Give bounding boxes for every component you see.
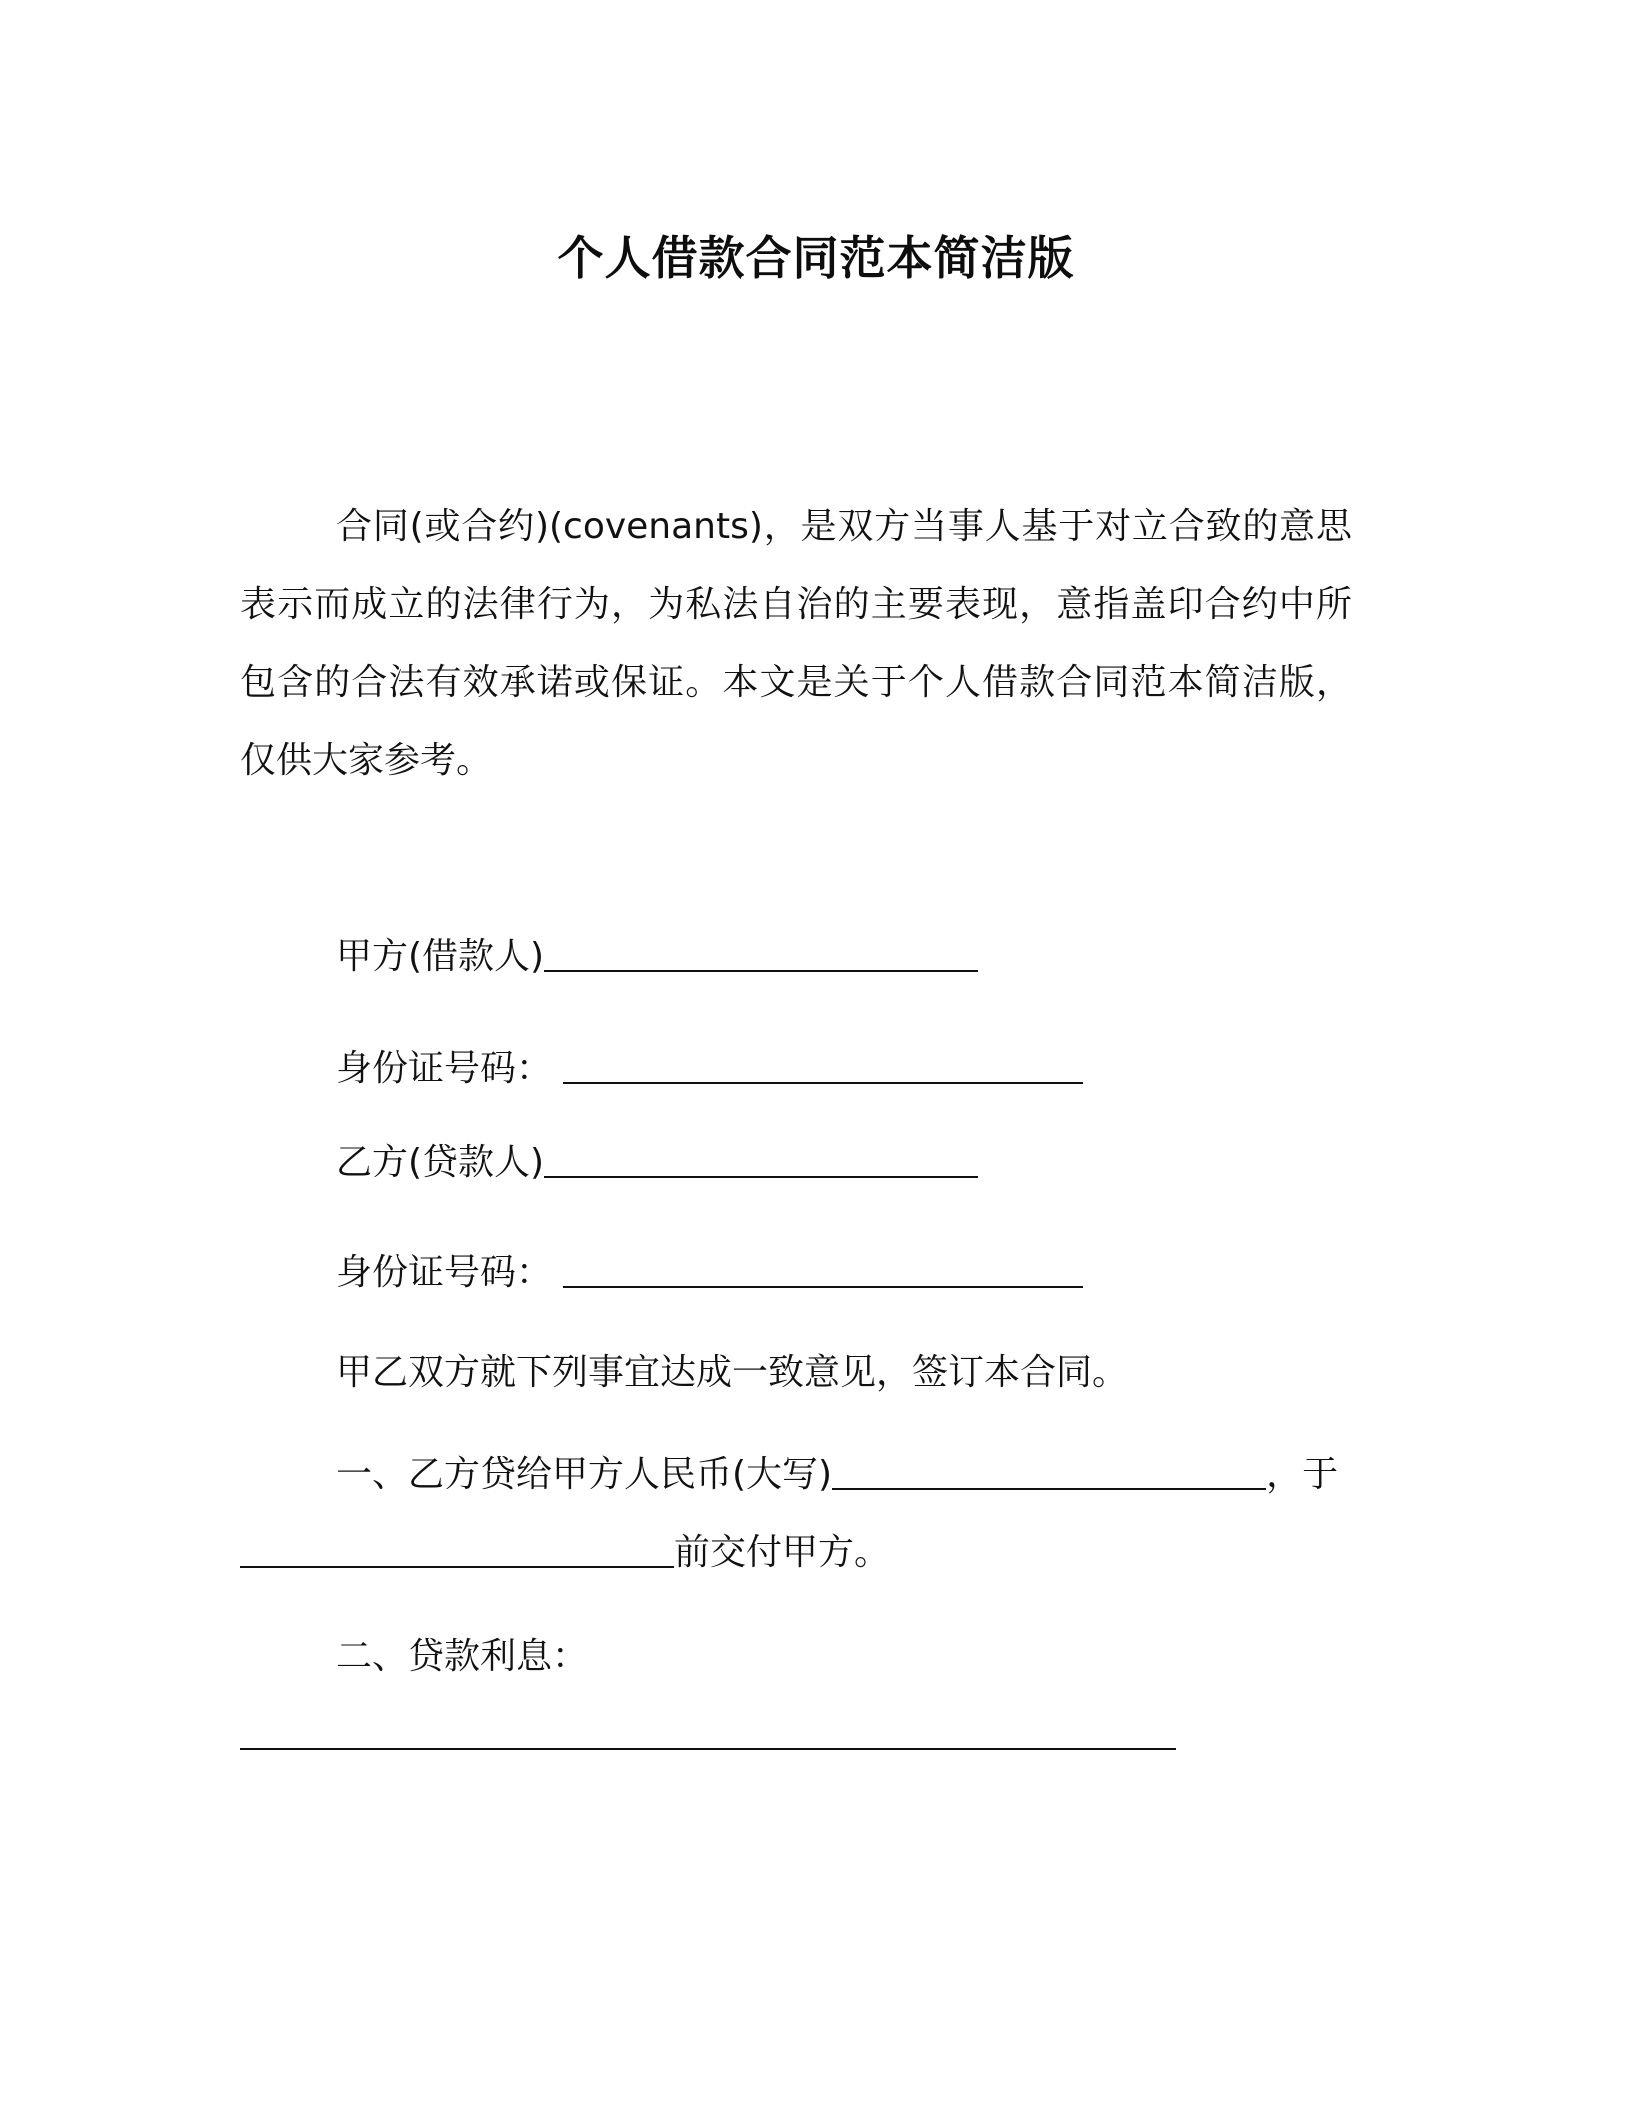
party-a-name-blank (544, 936, 978, 972)
party-a-label: 甲方(借款人) (336, 936, 545, 977)
clause-1-date-blank (240, 1532, 674, 1568)
party-b-label: 乙方(贷款人) (336, 1142, 545, 1183)
party-a-id-line (336, 1040, 1083, 1091)
agreement-line: 甲乙双方就下列事宜达成一致意见，签订本合同。 (336, 1352, 1129, 1393)
interest-blank (240, 1714, 1176, 1750)
party-a-line (336, 928, 978, 979)
clause-1-mid: ，于 (1266, 1454, 1339, 1495)
clause-1-lead: 一、乙方贷给甲方人民币(大写) (336, 1454, 833, 1495)
clause-1-line (336, 1446, 1338, 1497)
document-title: 个人借款合同范本简洁版 (557, 231, 1075, 285)
clause-1-amount-blank (832, 1454, 1266, 1490)
party-b-name-blank (544, 1142, 978, 1178)
party-a-id-blank (563, 1048, 1083, 1084)
party-b-id-blank (563, 1252, 1083, 1288)
clause-2-line: 二、贷款利息： (336, 1636, 589, 1677)
party-b-id-label: 身份证号码： (336, 1252, 553, 1293)
party-a-id-label: 身份证号码： (336, 1048, 553, 1089)
interest-line (240, 1714, 1176, 1755)
party-b-id-line (336, 1244, 1083, 1295)
intro-paragraph: 合同(或合约)(covenants)，是双方当事人基于对立合致的意思表示而成立的法律行为，为私法自治的主要表现，意指盖印合约中所包含的合法有效承诺或保证。本文是关于个人借款合同范本简洁版，仅供大家参考。 (240, 506, 1352, 781)
clause-1-tail: 前交付甲方。 (674, 1532, 891, 1573)
clause-1-continuation (240, 1524, 890, 1575)
party-b-line (336, 1134, 978, 1185)
